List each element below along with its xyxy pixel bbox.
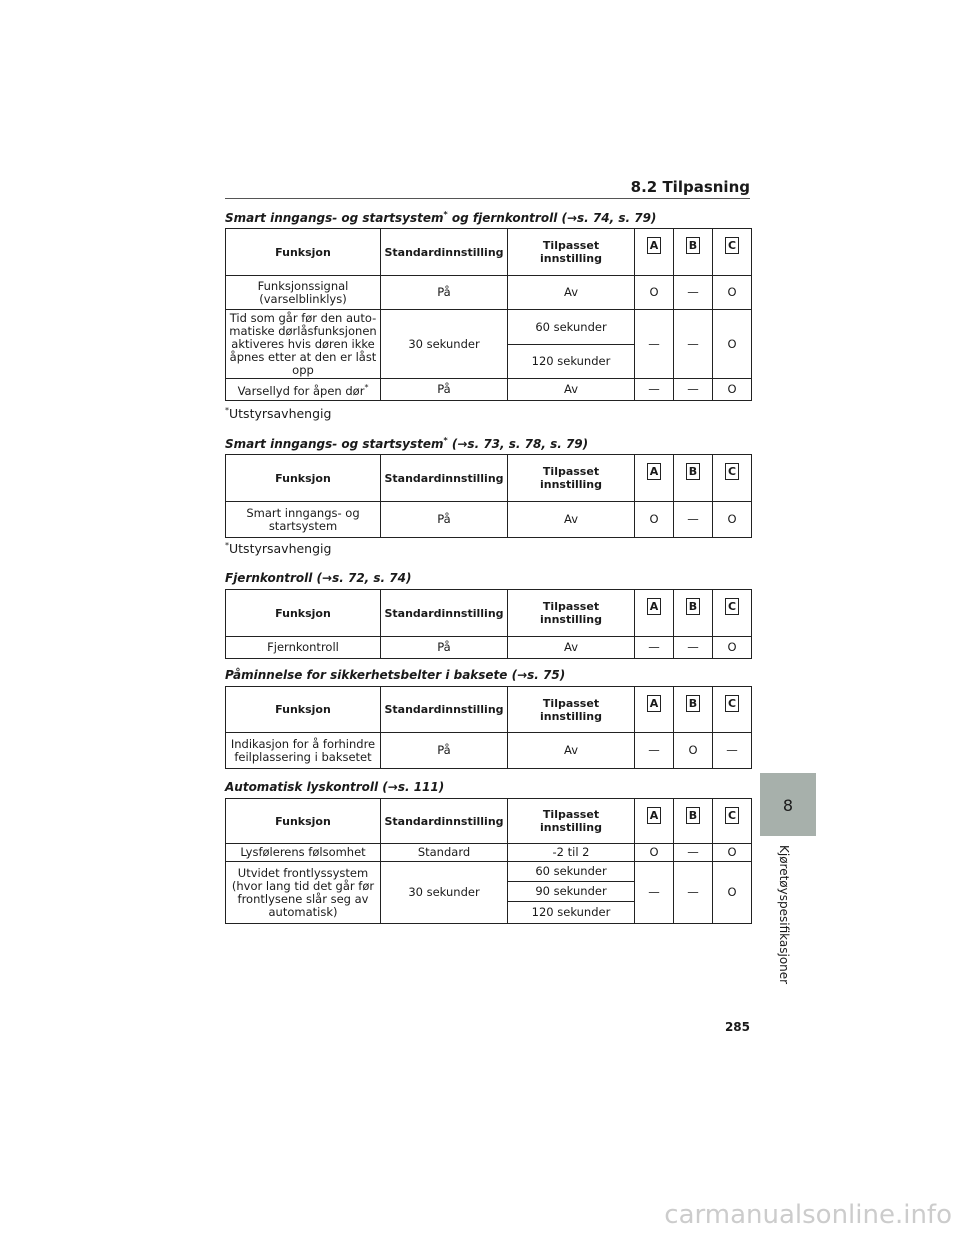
col-b-icon: B — [686, 463, 700, 480]
col-function: Funksjon — [226, 687, 381, 733]
col-function: Funksjon — [226, 590, 381, 637]
col-custom: Tilpasset innstilling — [508, 455, 635, 502]
table-row: Indikasjon for å forhindre feilplassering i baksetet På Av — O — — [226, 733, 752, 769]
footnote: *Utstyrsavhengig — [225, 406, 332, 422]
col-b-icon: B — [686, 807, 700, 824]
col-custom: Tilpasset innstilling — [508, 590, 635, 637]
table-row: 90 sekunder — [226, 882, 752, 902]
table-2-title: Smart inngangs- og startsystem* (→s. 73, s. 78, s. 79) — [225, 436, 589, 451]
header-rule — [225, 198, 750, 199]
col-a-icon: A — [647, 237, 661, 254]
table-row: Fjernkontroll På Av — — O — [226, 637, 752, 659]
col-c-icon: C — [725, 463, 739, 480]
table-row: 120 sekunder — [226, 902, 752, 924]
col-c-icon: C — [725, 807, 739, 824]
col-default: Standardinnstilling — [381, 590, 508, 637]
col-custom: Tilpasset innstilling — [508, 799, 635, 844]
table-4-title: Påminnelse for sikkerhetsbelter i baksete (→s. 75) — [225, 668, 566, 682]
table-3-title: Fjernkontroll (→s. 72, s. 74) — [225, 571, 412, 585]
table-1-title: Smart inngangs- og startsystem* og fjernkontroll (→s. 74, s. 79) — [225, 210, 657, 225]
col-a-icon: A — [647, 598, 661, 615]
col-b-icon: B — [686, 695, 700, 712]
col-c-icon: C — [725, 598, 739, 615]
col-c-icon: C — [725, 237, 739, 254]
table-3 — [225, 589, 752, 659]
col-default: Standardinnstilling — [381, 455, 508, 502]
col-function: Funksjon — [226, 455, 381, 502]
table-1 — [225, 228, 752, 401]
table-row: Tid som går før den auto-matiske dørlåsfunksjonen aktiveres hvis døren ikke åpnes etter at den er låst opp 30 sekunder 60 sekunder — — O — [226, 310, 752, 345]
table-row: Lysfølerens følsomhet Standard -2 til 2 O — O — [226, 844, 752, 862]
col-function: Funksjon — [226, 799, 381, 844]
col-default: Standardinnstilling — [381, 799, 508, 844]
table-row: 120 sekunder — [226, 345, 752, 379]
page-number: 285 — [724, 1020, 750, 1034]
table-row: Funksjonssignal (varselblinklys) På Av O — O — [226, 276, 752, 310]
col-a-icon: A — [647, 695, 661, 712]
col-a-icon: A — [647, 463, 661, 480]
table-row: Smart inngangs- og startsystem På Av O — O — [226, 502, 752, 538]
table-5 — [225, 798, 752, 924]
chapter-number: 8 — [782, 796, 794, 815]
col-default: Standardinnstilling — [381, 687, 508, 733]
col-default: Standardinnstilling — [381, 229, 508, 276]
watermark: carmanualsonline.info — [664, 1200, 952, 1230]
col-b-icon: B — [686, 598, 700, 615]
col-custom: Tilpasset innstilling — [508, 229, 635, 276]
col-c-icon: C — [725, 695, 739, 712]
col-function: Funksjon — [226, 229, 381, 276]
section-header: 8.2 Tilpasning — [630, 178, 750, 196]
table-5-title: Automatisk lyskontroll (→s. 111) — [225, 780, 445, 794]
footnote: *Utstyrsavhengig — [225, 541, 332, 557]
table-row: Varsellyd for åpen dør* På Av — — O — [226, 379, 752, 401]
table-2 — [225, 454, 752, 538]
col-custom: Tilpasset innstilling — [508, 687, 635, 733]
table-4 — [225, 686, 752, 769]
col-a-icon: A — [647, 807, 661, 824]
table-row: Utvidet frontlyssystem (hvor lang tid det går før frontlysene slår seg av automatisk) 30 sekunder 60 sekunder — — O — [226, 862, 752, 882]
col-b-icon: B — [686, 237, 700, 254]
